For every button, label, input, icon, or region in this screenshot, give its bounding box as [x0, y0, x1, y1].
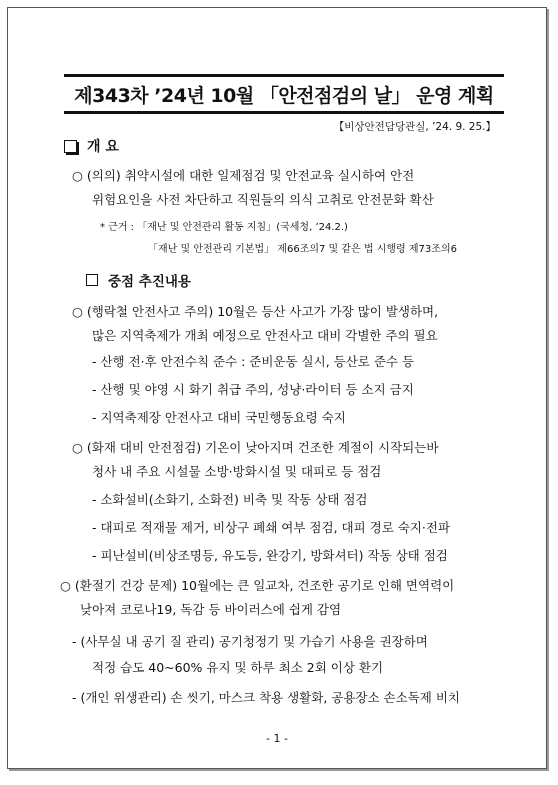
item2-sub-1: - 소화설비(소화기, 소화전) 비축 및 작동 상태 점검 — [92, 492, 368, 507]
item2-line-1: ○ (화재 대비 안전점검) 기온이 낮아지며 건조한 계절이 시작되는바 — [72, 440, 439, 455]
item3-line-1: ○ (환절기 건강 문제) 10월에는 큰 일교차, 건조한 공기로 인해 면역력이 — [60, 578, 455, 593]
basis-line-2: 「재난 및 안전관리 기본법」 제66조의7 및 같은 법 시행령 제73조의6 — [148, 244, 457, 255]
item1-line-1: ○ (행락철 안전사고 주의) 10월은 등산 사고가 가장 많이 발생하며, — [72, 304, 439, 319]
item3-line-2: 낮아져 코로나19, 독감 등 바이러스에 쉽게 감염 — [80, 602, 342, 617]
item1-sub-3: - 지역축제장 안전사고 대비 국민행동요령 숙지 — [92, 410, 346, 425]
focus-heading — [86, 270, 191, 290]
item1-line-2: 많은 지역축제가 개최 예정으로 안전사고 대비 각별한 주의 필요 — [92, 328, 438, 343]
item1-sub-2: - 산행 및 야영 시 화기 취급 주의, 성냥·라이터 등 소지 금지 — [92, 382, 414, 397]
item3-sub-2: - (개인 위생관리) 손 씻기, 마스크 착용 생활화, 공용장소 손소독제 비치 — [72, 690, 460, 705]
title-box — [64, 74, 504, 114]
document-page — [7, 7, 547, 769]
item2-sub-2: - 대피로 적재물 제거, 비상구 폐쇄 여부 점검, 대피 경로 숙지·전파 — [92, 520, 451, 535]
item3-sub-1-cont: 적정 습도 40~60% 유지 및 하루 최소 2회 이상 환기 — [92, 660, 384, 675]
overview-heading — [64, 136, 119, 156]
page-number: - 1 - — [266, 732, 288, 745]
item3-sub-1: - (사무실 내 공기 질 관리) 공기청정기 및 가습기 사용을 권장하며 — [72, 634, 428, 649]
focus-heading-label: 중점 추진내용 — [108, 274, 191, 290]
department-date: 【비상안전담당관실, ’24. 9. 25.】 — [333, 121, 496, 133]
item2-sub-3: - 피난설비(비상조명등, 유도등, 완강기, 방화셔터) 작동 상태 점검 — [92, 548, 448, 563]
empty-square-icon — [86, 274, 98, 286]
overview-line-2: 위험요인을 사전 차단하고 직원들의 의식 고취로 안전문화 확산 — [92, 192, 434, 207]
overview-line-1: ○ (의의) 취약시설에 대한 일제점검 및 안전교육 실시하여 안전 — [72, 168, 415, 183]
item2-line-2: 청사 내 주요 시설물 소방·방화시설 및 대피로 등 점검 — [92, 464, 382, 479]
item1-sub-1: - 산행 전·후 안전수칙 준수 : 준비운동 실시, 등산로 준수 등 — [92, 354, 415, 369]
document-title: 제343차 ’24년 10월 「안전점검의 날」 운영 계획 — [74, 84, 494, 107]
overview-heading-label: 개 요 — [87, 139, 119, 155]
basis-line-1: * 근거 : 「재난 및 안전관리 활동 지침」(국세청, ’24.2.) — [100, 222, 348, 233]
checkbox-square-icon — [64, 140, 77, 153]
